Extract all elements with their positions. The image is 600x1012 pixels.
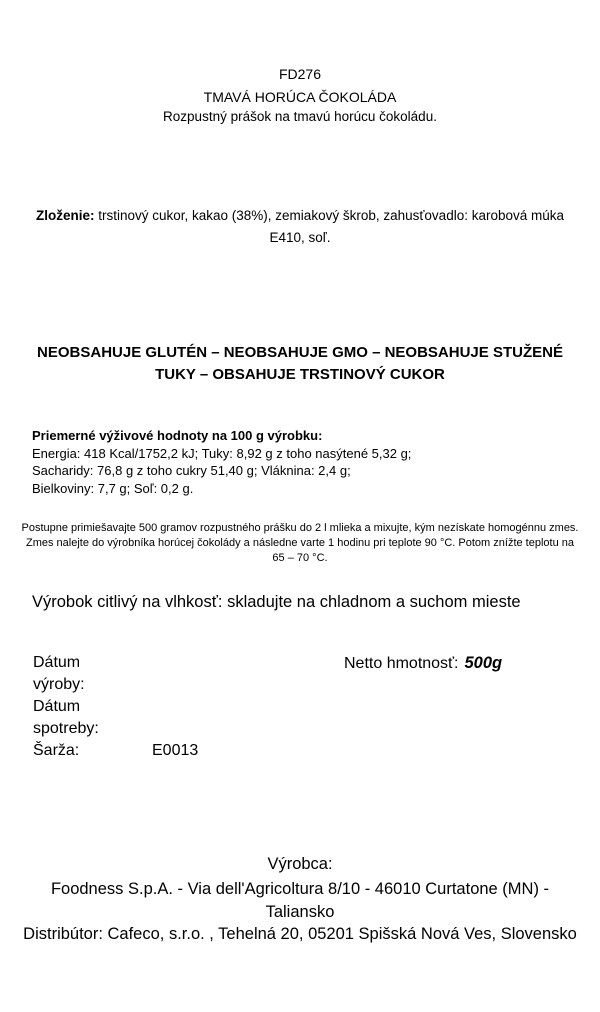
allergen-claims: NEOBSAHUJE GLUTÉN – NEOBSAHUJE GMO – NEOBSAHUJE STUŽENÉ TUKY – OBSAHUJE TRSTINOVÝ CUKOR bbox=[37, 344, 563, 383]
nutrition-line: Sacharidy: 76,8 g z toho cukry 51,40 g; Vláknina: 2,4 g; bbox=[32, 463, 351, 478]
product-name: TMAVÁ HORÚCA ČOKOLÁDA bbox=[203, 89, 397, 105]
producer-title: Výrobca: bbox=[267, 855, 333, 873]
nutrition-line: Energia: 418 Kcal/1752,2 kJ; Tuky: 8,92 g z toho nasýtené 5,32 g; bbox=[32, 445, 412, 461]
batch-label: Šarža: bbox=[33, 742, 80, 759]
product-code: FD276 bbox=[278, 66, 322, 82]
distributor-address: Distribútor: Cafeco, s.r.o. , Tehelná 20, 05201 Spišská Nová Ves, Slovensko bbox=[23, 925, 577, 943]
nutrition-title: Priemerné výživové hodnoty na 100 g výrobku: bbox=[32, 428, 323, 443]
producer-address: Foodness S.p.A. - Via dell'Agricoltura 8/10 - 46010 Curtatone (MN) - Taliansko bbox=[50, 880, 550, 921]
composition bbox=[30, 205, 570, 249]
preparation-instructions: Postupne primiešavajte 500 gramov rozpustného prášku do 2 l mlieka a mixujte, kým nezískate homogénnu zmes. Zmes nalejte do výrobníka horúcej čokolády a následne varte 1 hodinu pri teplote 90 °C. Potom znížte teplotu na 65 – 70 °C. bbox=[21, 522, 579, 564]
net-weight-value: 500g bbox=[464, 654, 503, 672]
storage-note: Výrobok citlivý na vlhkosť: skladujte na chladnom a suchom mieste bbox=[32, 593, 521, 611]
expiry-date-label: Dátum spotreby: bbox=[33, 698, 99, 737]
net-weight bbox=[344, 652, 502, 675]
net-weight-label: Netto hmotnosť: bbox=[344, 655, 459, 672]
composition-text: trstinový cukor, kakao (38%), zemiakový škrob, zahusťovadlo: karobová múka E410, soľ. bbox=[94, 208, 565, 245]
product-description: Rozpustný prášok na tmavú horúcu čokoládu. bbox=[163, 109, 437, 124]
production-date-label: Dátum výroby: bbox=[33, 654, 85, 693]
batch-value: E0013 bbox=[152, 742, 199, 759]
composition-label: Zloženie: bbox=[35, 208, 95, 223]
nutrition-line: Bielkoviny: 7,7 g; Soľ: 0,2 g. bbox=[32, 480, 194, 496]
nutrition-block bbox=[32, 427, 572, 497]
